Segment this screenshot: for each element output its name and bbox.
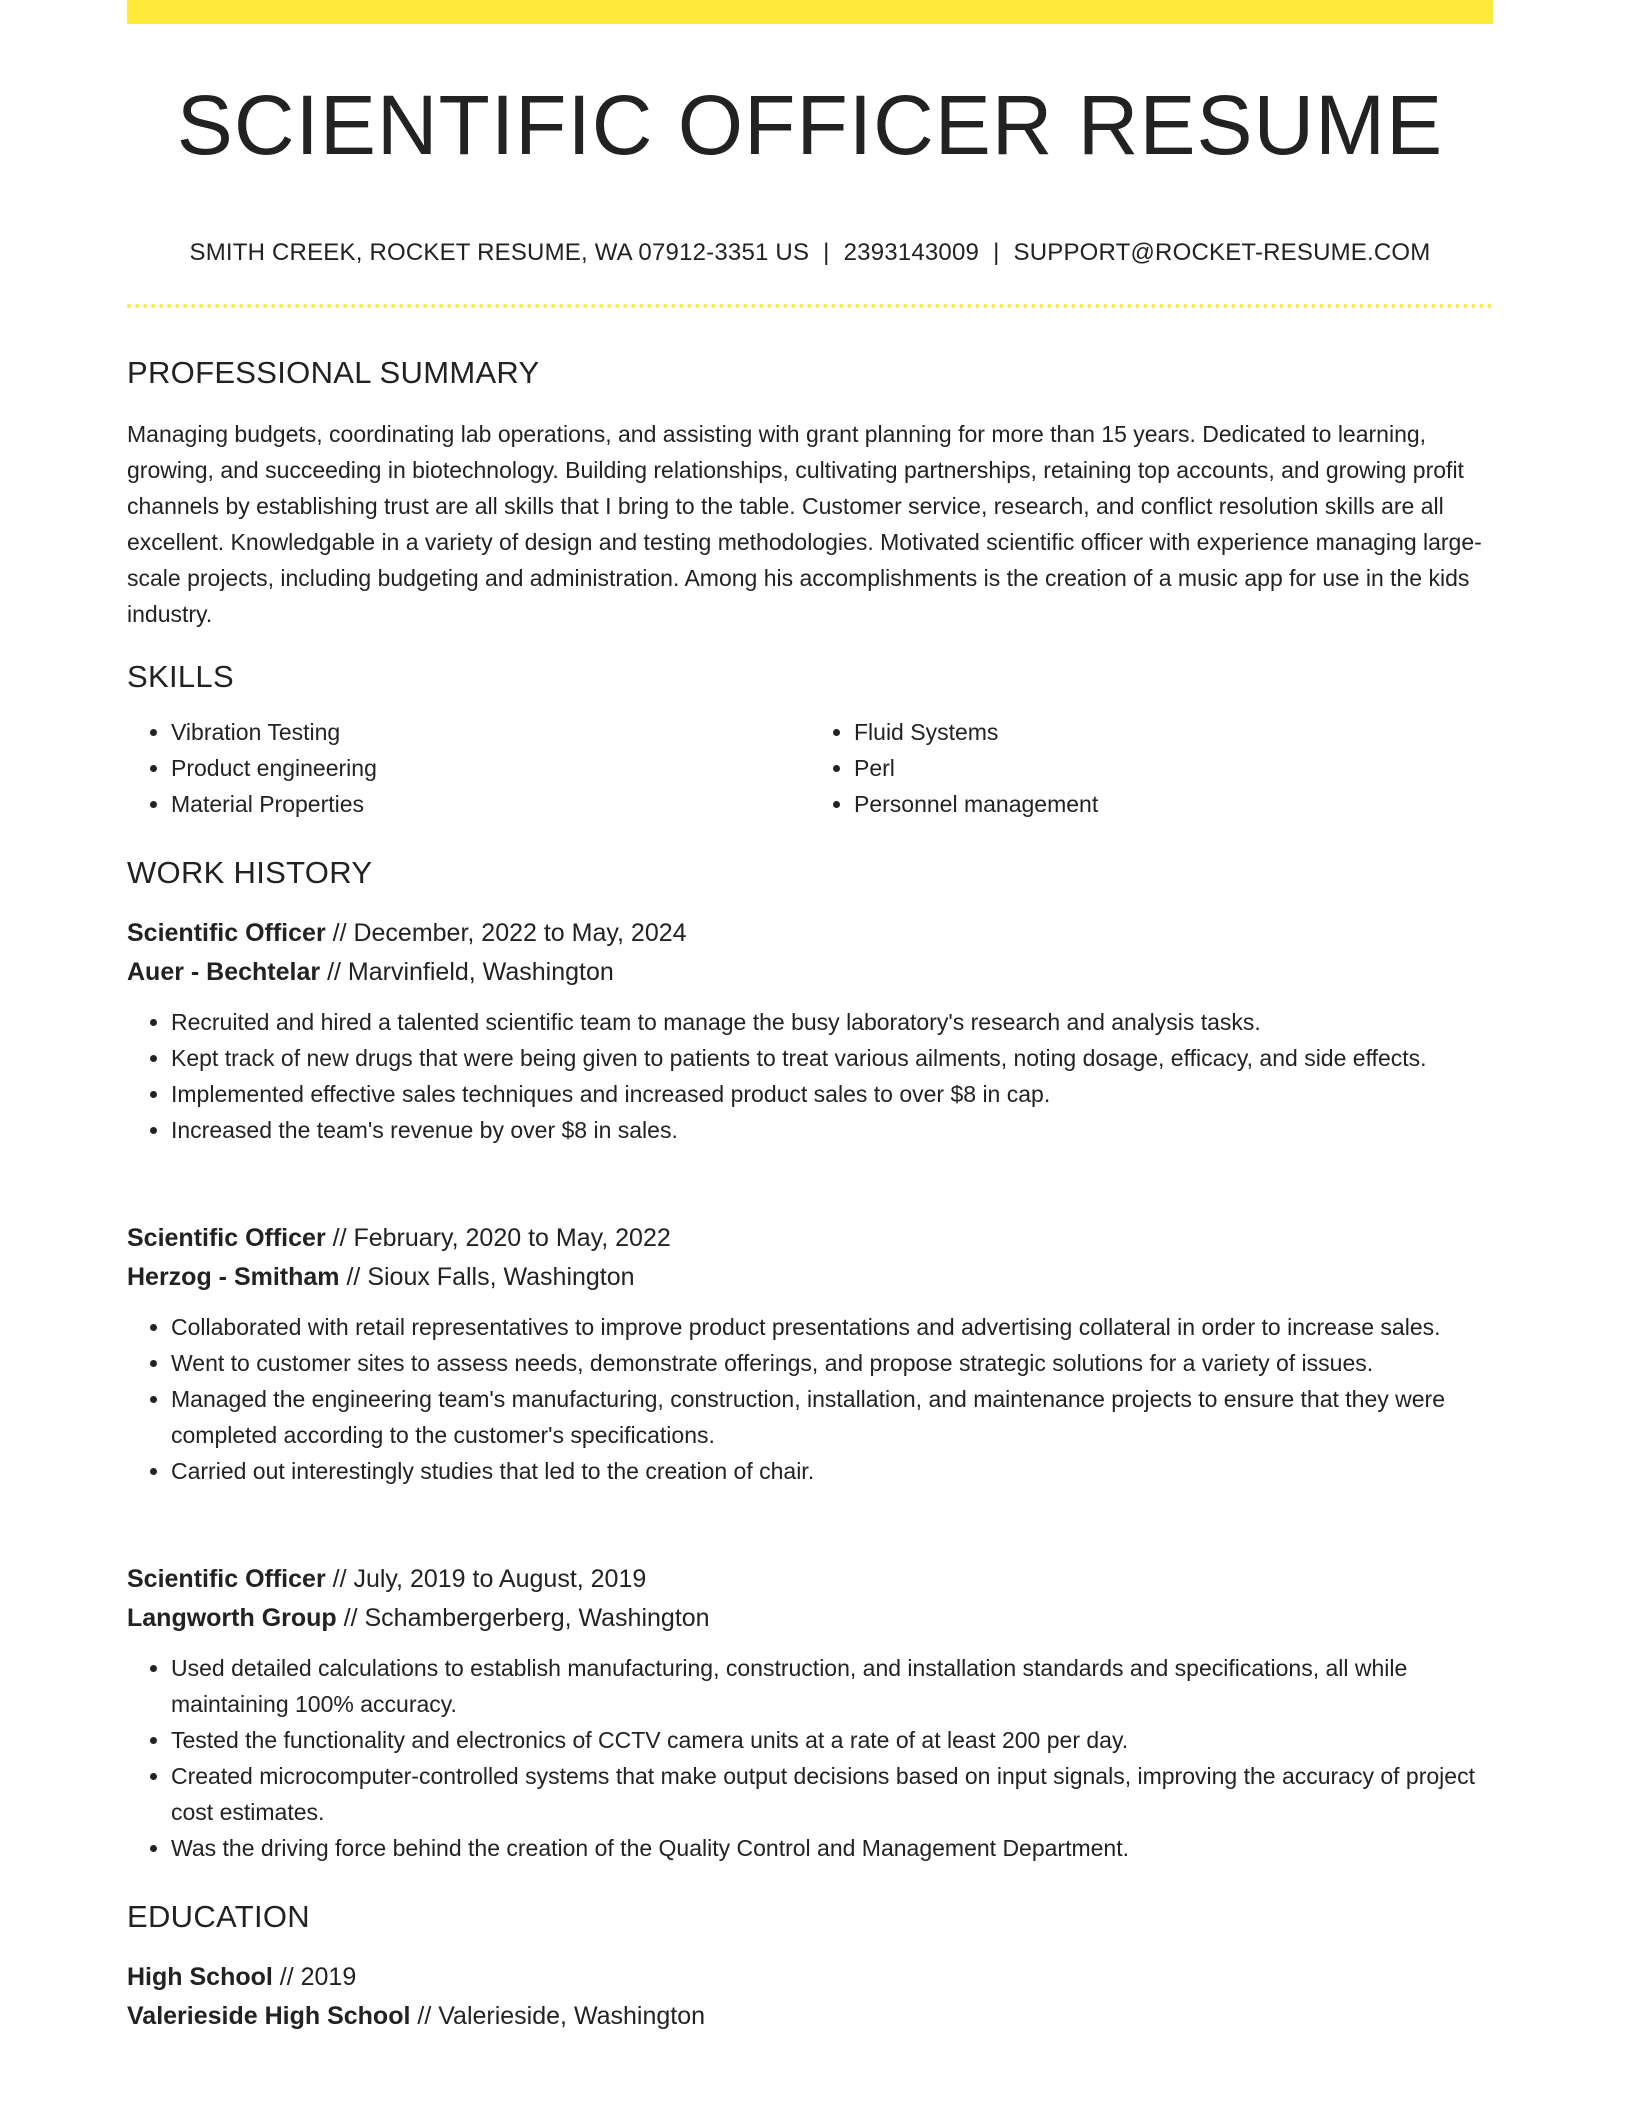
job-dates: // July, 2019 to August, 2019 <box>325 1565 647 1593</box>
skill-item: • Material Properties <box>171 786 810 822</box>
job-entry <box>127 1219 1493 1489</box>
education-degree: High School <box>127 1963 273 1991</box>
job-title-line <box>127 1219 1493 1258</box>
job-bullet: • Used detailed calculations to establish manufacturing, construction, and installation standards and specifications, all while maintaining 100% accuracy. <box>171 1650 1493 1722</box>
work-section <box>127 857 1493 888</box>
job-location: // Schambergerberg, Washington <box>336 1604 710 1632</box>
summary-text: Managing budgets, coordinating lab operations, and assisting with grant planning for more than 15 years. Dedicated to learning, growing, and succeeding in biotechnology. Building relationships, cultivating partnerships, retaining top accounts, and growing profit channels by establishing trust are all skills that I bring to the table. Customer service, research, and conflict resolution skills are all excellent. Knowledgable in a variety of design and testing methodologies. Motivated scientific officer with experience managing large-scale projects, including budgeting and administration. Among his accomplishments is the creation of a music app for use in the kids industry. <box>127 421 1482 627</box>
job-bullet: • Implemented effective sales techniques and increased product sales to over $8 in cap. <box>171 1076 1493 1112</box>
job-bullets <box>127 1004 1493 1148</box>
contact-phone: 2393143009 <box>843 239 980 266</box>
job-company: Herzog - Smitham <box>127 1263 340 1291</box>
resume-title: SCIENTIFIC OFFICER RESUME <box>176 78 1444 172</box>
job-bullet: • Was the driving force behind the creation of the Quality Control and Management Department. <box>171 1830 1493 1866</box>
skill-item: • Perl <box>854 750 1493 786</box>
summary-heading: PROFESSIONAL SUMMARY <box>127 355 540 390</box>
skill-item: • Vibration Testing <box>171 714 810 750</box>
job-entry <box>127 1560 1493 1866</box>
job-title: Scientific Officer <box>127 1224 326 1252</box>
work-heading: WORK HISTORY <box>127 855 373 890</box>
job-company-line <box>127 1258 1493 1297</box>
job-title-line <box>127 1560 1493 1599</box>
skills-right-list <box>810 714 1493 822</box>
job-bullet: • Carried out interestingly studies that led to the creation of chair. <box>171 1453 1493 1489</box>
contact-separator: | <box>823 239 830 266</box>
job-title: Scientific Officer <box>127 919 326 947</box>
education-school-line <box>127 1997 1493 2036</box>
education-year: // 2019 <box>272 1963 357 1991</box>
dotted-divider <box>127 304 1493 308</box>
summary-section <box>127 357 1493 632</box>
top-accent-bar <box>127 0 1493 24</box>
job-company-line <box>127 1599 1493 1638</box>
contact-separator: | <box>993 239 1000 266</box>
skills-section <box>127 661 1493 822</box>
job-bullet: • Kept track of new drugs that were being given to patients to treat various ailments, noting dosage, efficacy, and side effects. <box>171 1040 1493 1076</box>
skill-item: • Fluid Systems <box>854 714 1493 750</box>
job-entry <box>127 914 1493 1148</box>
job-location: // Marvinfield, Washington <box>320 958 614 986</box>
job-bullet: • Recruited and hired a talented scientific team to manage the busy laboratory's research and analysis tasks. <box>171 1004 1493 1040</box>
job-bullet: • Created microcomputer-controlled systems that make output decisions based on input signals, improving the accuracy of project cost estimates. <box>171 1758 1493 1830</box>
job-company-line <box>127 953 1493 992</box>
job-location: // Sioux Falls, Washington <box>339 1263 635 1291</box>
skills-heading: SKILLS <box>127 659 234 694</box>
job-title: Scientific Officer <box>127 1565 326 1593</box>
job-bullet: • Tested the functionality and electronics of CCTV camera units at a rate of at least 200 per day. <box>171 1722 1493 1758</box>
job-company: Langworth Group <box>127 1604 337 1632</box>
job-company: Auer - Bechtelar <box>127 958 321 986</box>
job-dates: // February, 2020 to May, 2022 <box>325 1224 671 1252</box>
job-title-line <box>127 914 1493 953</box>
job-bullet: • Went to customer sites to assess needs, demonstrate offerings, and propose strategic solutions for a variety of issues. <box>171 1345 1493 1381</box>
education-entry <box>127 1958 1493 2036</box>
resume-page <box>127 0 1493 2030</box>
skill-item: • Personnel management <box>854 786 1493 822</box>
education-location: // Valerieside, Washington <box>410 2002 706 2030</box>
skills-left-list <box>127 714 810 822</box>
education-degree-line <box>127 1958 1493 1997</box>
education-heading: EDUCATION <box>127 1899 310 1934</box>
education-school: Valerieside High School <box>127 2002 411 2030</box>
job-bullet: • Increased the team's revenue by over $8 in sales. <box>171 1112 1493 1148</box>
skills-columns <box>127 714 1493 822</box>
skill-item: • Product engineering <box>171 750 810 786</box>
job-bullets <box>127 1309 1493 1489</box>
contact-address: SMITH CREEK, ROCKET RESUME, WA 07912-3351 US <box>189 239 810 266</box>
contact-line <box>127 241 1493 265</box>
job-bullets <box>127 1650 1493 1866</box>
contact-email: SUPPORT@ROCKET-RESUME.COM <box>1013 239 1431 266</box>
education-section <box>127 1901 1493 1932</box>
job-bullet: • Collaborated with retail representatives to improve product presentations and advertising collateral in order to increase sales. <box>171 1309 1493 1345</box>
job-dates: // December, 2022 to May, 2024 <box>325 919 687 947</box>
job-bullet: • Managed the engineering team's manufacturing, construction, installation, and maintenance projects to ensure that they were completed according to the customer's specifications. <box>171 1381 1493 1453</box>
